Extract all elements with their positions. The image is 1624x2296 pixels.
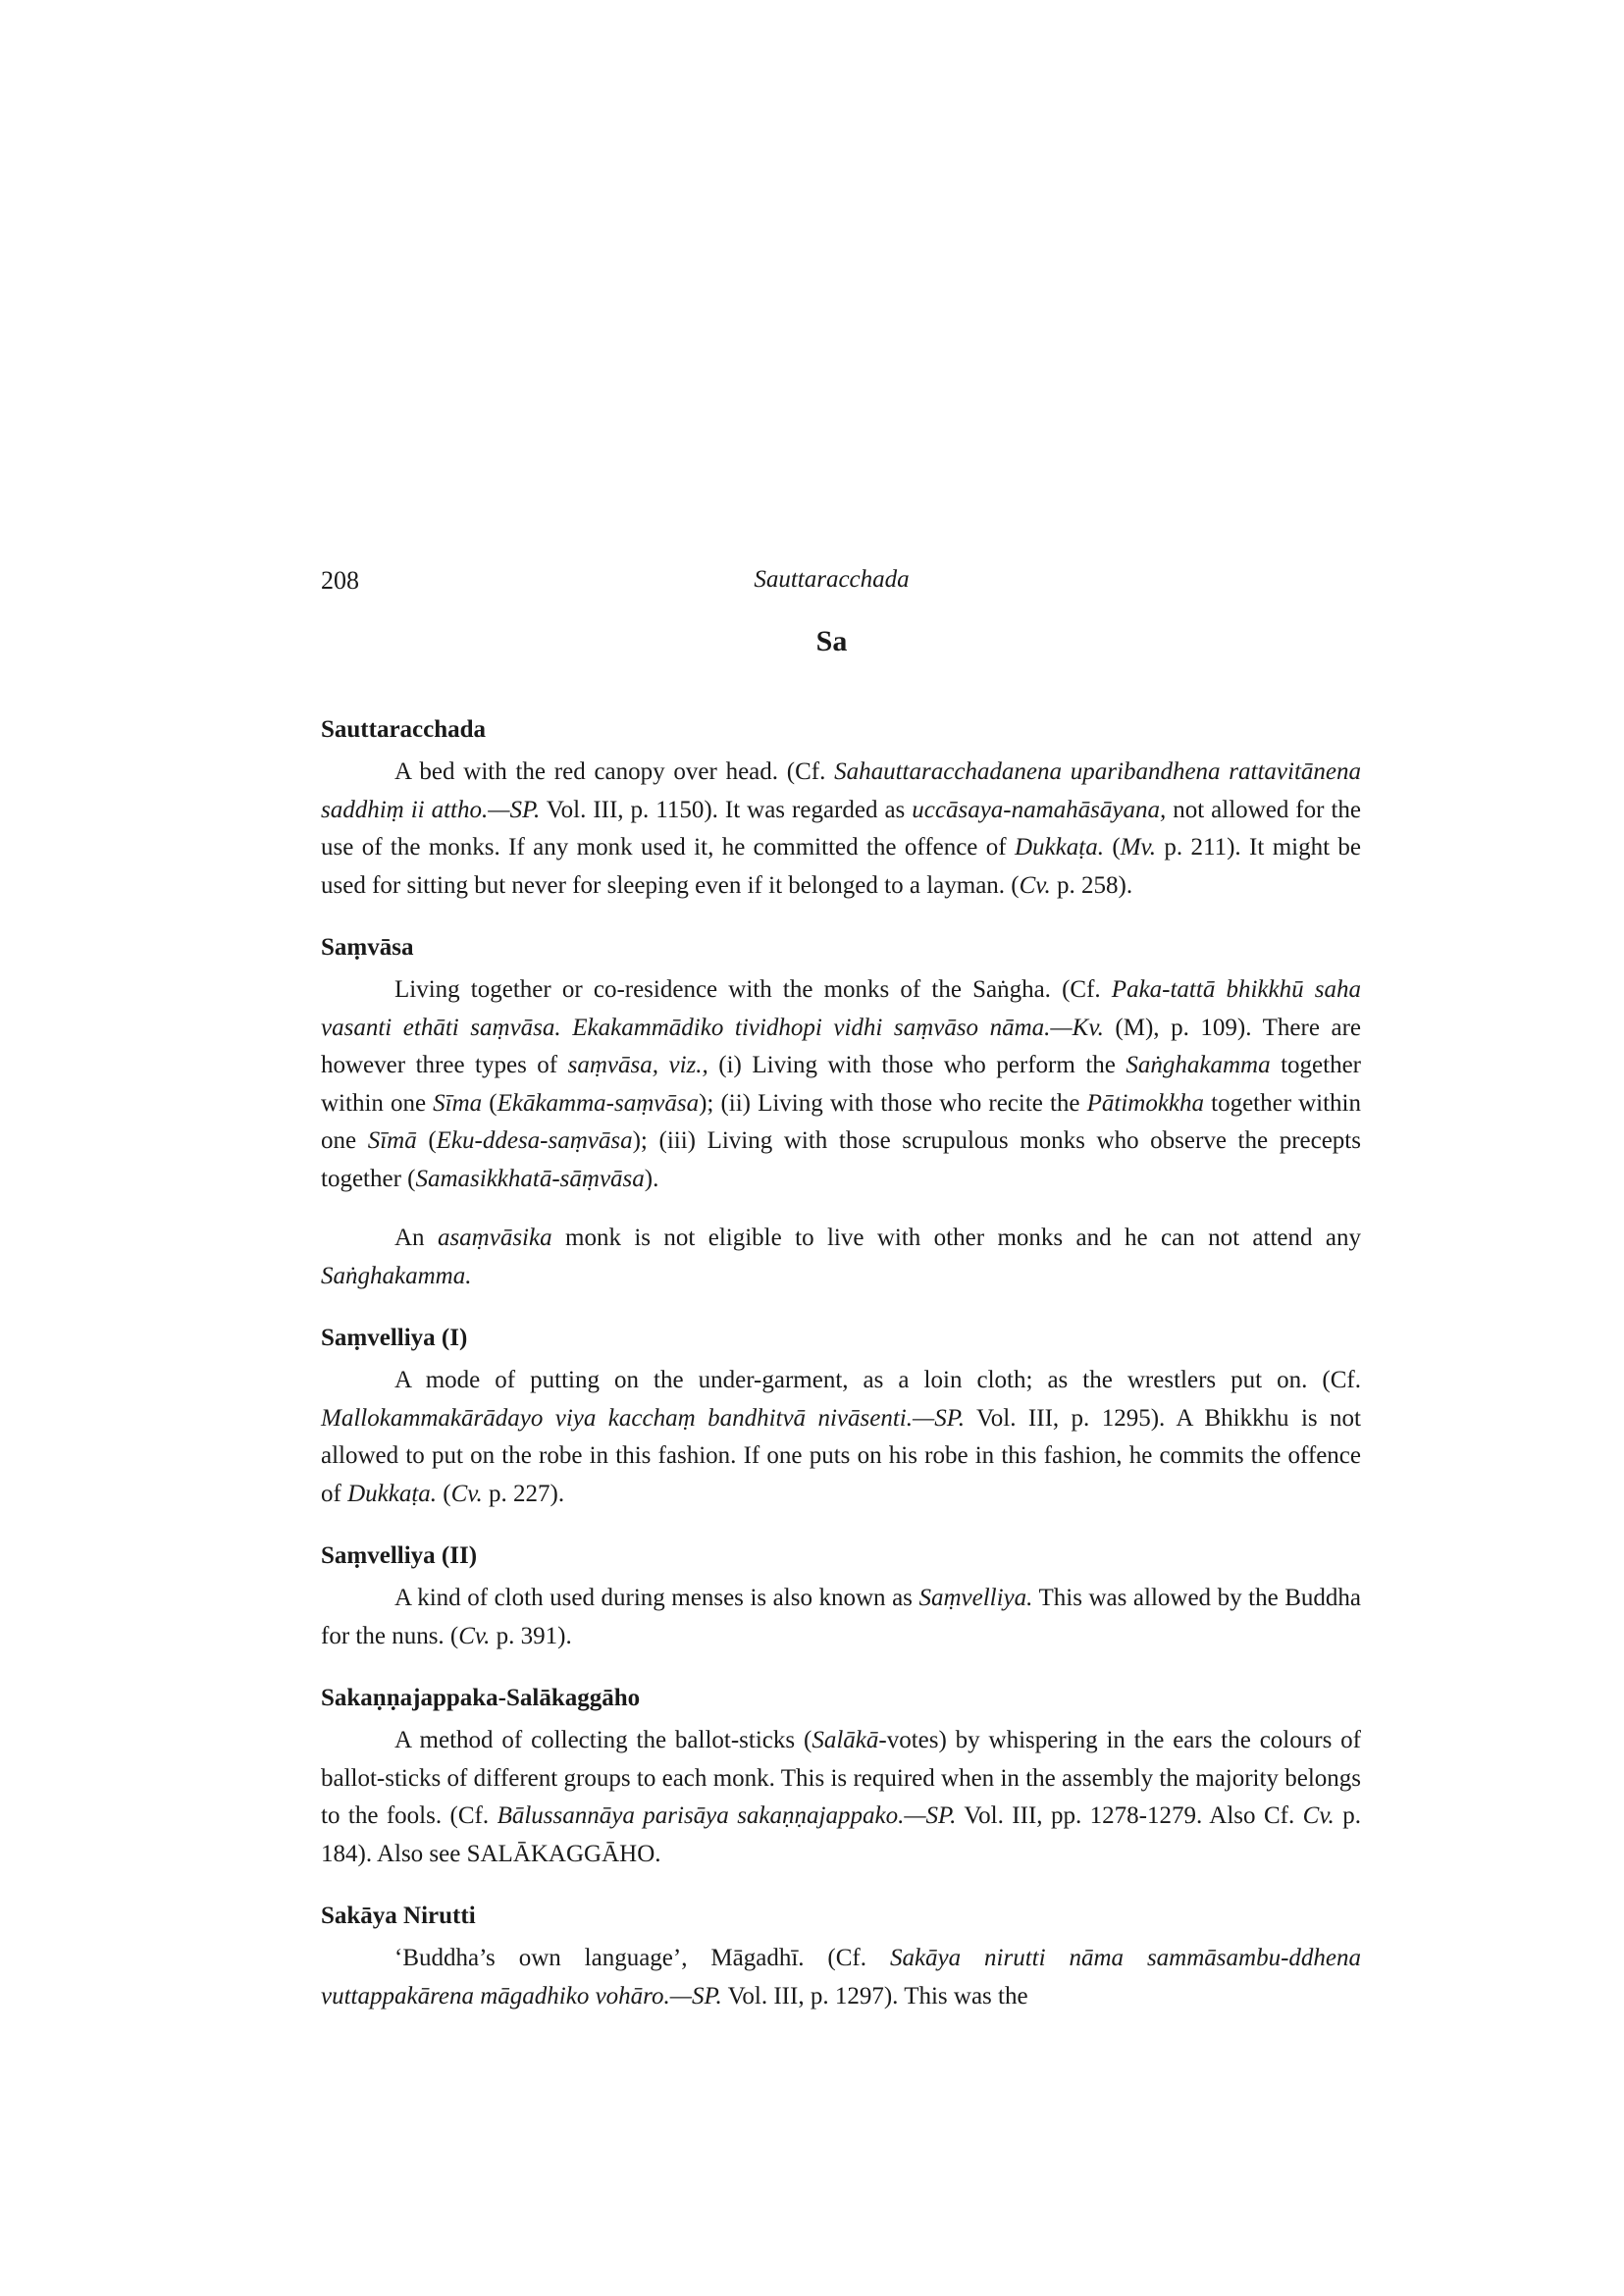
text-run: This was allowed by the Buddha for the nuns. ( [321, 1585, 1362, 1649]
text-run: A bed with the red canopy over head. (Cf. [394, 758, 835, 785]
text-run: ( [437, 1480, 451, 1507]
text-run: together within one [321, 1089, 1362, 1154]
page-number: 208 [321, 566, 359, 595]
entry-paragraph [321, 1722, 1361, 1873]
text-run: p. 227). [482, 1480, 565, 1507]
entry-paragraph [321, 1580, 1361, 1655]
text-run: (i) Living with those who perform the [707, 1052, 1126, 1078]
italic-text: saṃvāsa, viz., [567, 1052, 708, 1078]
text-run: Vol. III, p. 1297). This was the [721, 1982, 1028, 2009]
entry-paragraph [321, 1220, 1361, 1295]
text-run: p. 258). [1050, 871, 1133, 899]
entry-title: Sauttaracchada [321, 716, 487, 743]
text-run: Living together or co-residence with the monks of the Saṅgha. (Cf. [394, 976, 1112, 1003]
italic-text: Sīma [433, 1089, 483, 1117]
dictionary-entry [321, 1685, 1361, 1873]
text-run: ); (ii) Living with those who recite the [699, 1089, 1087, 1117]
text-run: Vol. III, pp. 1278-1279. Also Cf. [956, 1802, 1303, 1829]
entry-title: Sakaṇṇajappaka-Salākaggāho [321, 1685, 641, 1711]
text-run: not allowed for the use of the monks. If any monk used it, he committed the offence of [321, 796, 1361, 861]
text-run: ( [416, 1127, 437, 1154]
entry-paragraph [321, 1362, 1361, 1513]
entry-paragraph [321, 971, 1361, 1198]
italic-text: Saṅghakamma [1126, 1052, 1271, 1078]
italic-text: Sīmā [367, 1127, 417, 1154]
dictionary-entry [321, 1325, 1361, 1513]
dictionary-entry [321, 1903, 1361, 2015]
dictionary-entry [321, 716, 1361, 905]
text-run: An [394, 1225, 438, 1251]
text-run: A mode of putting on the under-garment, as a loin cloth; as the wrestlers put on. (Cf. [394, 1367, 1361, 1393]
italic-text: Cv. [458, 1622, 491, 1649]
text-run: p. 211). It might be used for sitting but never for sleeping even if it belonged to a layman. ( [321, 834, 1362, 899]
text-run: Vol. III, p. 1150). It was regarded as [540, 796, 913, 823]
italic-text: Sahauttaracchadanena uparibandhena rattavitānena saddhiṃ ii attho.—SP. [321, 758, 1362, 823]
italic-text: Salākā [812, 1727, 879, 1753]
entry-title: Saṃvelliya (II) [321, 1542, 478, 1569]
text-run: ‘Buddha’s own language’, Māgadhī. (Cf. [394, 1945, 890, 1971]
italic-text: Cv. [1019, 871, 1051, 899]
italic-text: Dukkaṭa. [1015, 834, 1104, 861]
text-run: ). [644, 1165, 659, 1192]
italic-text: Cv. [450, 1480, 483, 1507]
text-run: (M), p. 109). There are however three types of [321, 1014, 1362, 1078]
italic-text: Eku-ddesa-saṃvāsa [436, 1127, 633, 1154]
entry-paragraph [321, 1940, 1361, 2015]
text-run: ); (iii) Living with those scrupulous monks who observe the precepts together ( [321, 1127, 1361, 1192]
running-head: Sauttaracchada [754, 566, 910, 593]
italic-text: asaṃvāsika [437, 1225, 552, 1251]
text-run: together within one [321, 1052, 1362, 1117]
italic-text: Pātimokkha [1086, 1089, 1205, 1117]
text-run: Vol. III, p. 1295). A Bhikkhu is not allowed to put on the robe in this fashion. If one puts on his robe in this fashion, he commits the offence of [321, 1404, 1361, 1507]
italic-text: Mv. [1120, 834, 1156, 861]
text-run: p. 391). [490, 1622, 572, 1649]
italic-text: Samasikkhatā-sāṃvāsa [415, 1165, 645, 1192]
dictionary-entry [321, 1542, 1361, 1655]
text-run: p. 184). Also see SALĀKAGGĀHO. [321, 1802, 1361, 1867]
italic-text: uccāsaya-namahāsāyana, [912, 796, 1167, 823]
text-run: ( [1103, 834, 1121, 861]
dictionary-entry [321, 934, 1361, 1295]
text-run: A method of collecting the ballot-sticks ( [394, 1727, 812, 1753]
entry-paragraph [321, 754, 1361, 905]
italic-text: Sakāya nirutti nāma sammāsambu-ddhena vuttappakārena māgadhiko vohāro.—SP. [321, 1945, 1361, 2009]
text-run: monk is not eligible to live with other monks and he can not attend any [551, 1225, 1361, 1251]
italic-text: Mallokammakārādayo viya kacchaṃ bandhitvā nivāsenti.—SP. [321, 1404, 966, 1432]
italic-text: Saṅghakamma. [321, 1262, 472, 1289]
dictionary-entries [321, 716, 1361, 2045]
text-run: ( [482, 1089, 498, 1117]
text-run: A kind of cloth used during menses is also known as [394, 1585, 919, 1611]
text-run: -votes) by whispering in the ears the colours of ballot-sticks of different groups to each monk. This is required when in the assembly the majority belongs to the fools. (Cf. [321, 1727, 1362, 1829]
italic-text: Cv. [1302, 1802, 1335, 1829]
italic-text: Bālussannāya parisāya sakaṇṇajappako.—SP. [497, 1802, 957, 1829]
entry-title: Sakāya Nirutti [321, 1903, 476, 1929]
italic-text: Ekākamma-saṃvāsa [497, 1089, 700, 1117]
italic-text: Paka-tattā bhikkhū saha vasanti ethāti saṃvāsa. Ekakammādiko tividhopi vidhi saṃvāso nāma.—Kv. [321, 976, 1361, 1041]
entry-title: Saṃvāsa [321, 934, 414, 961]
entry-title: Saṃvelliya (I) [321, 1325, 468, 1351]
italic-text: Saṃvelliya. [918, 1585, 1033, 1611]
section-letter: Sa [815, 625, 848, 657]
italic-text: Dukkaṭa. [347, 1480, 438, 1507]
